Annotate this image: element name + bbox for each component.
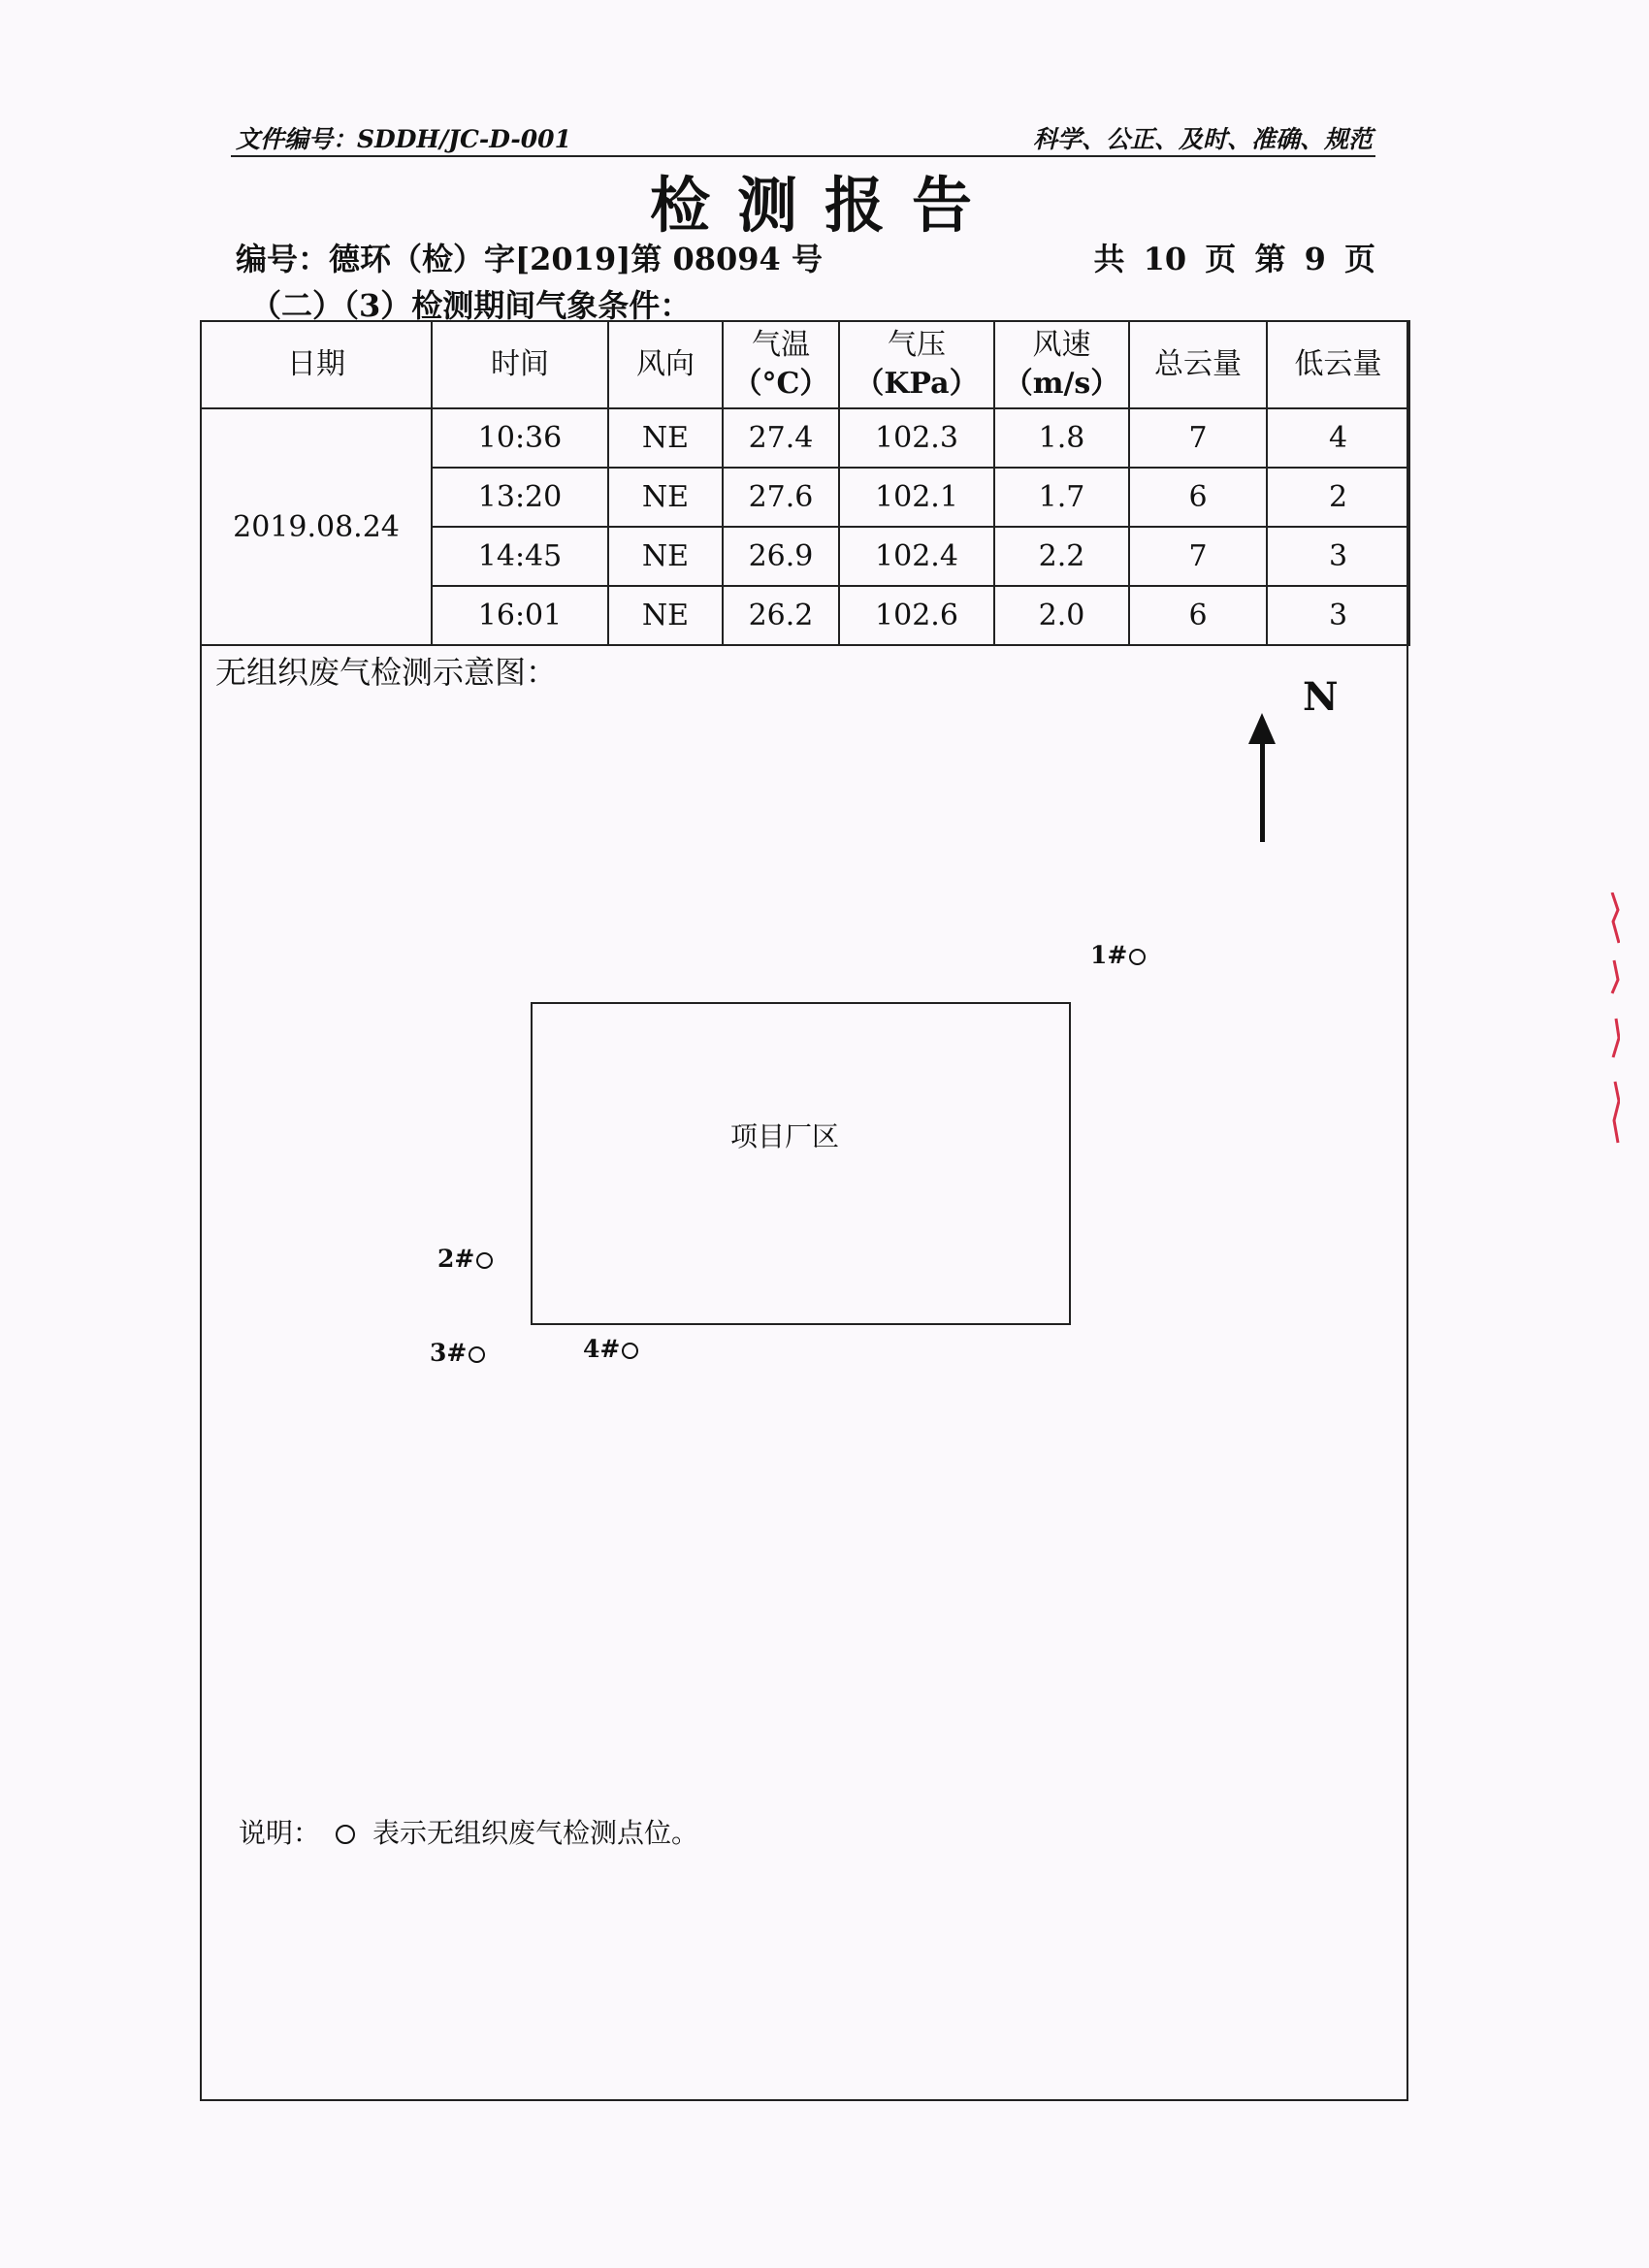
north-arrow-shaft (1260, 737, 1265, 842)
time-cell: 13:20 (432, 468, 608, 527)
header-date: 日期 (201, 321, 432, 408)
table-header-row (201, 321, 1409, 408)
point-label: 4# (583, 1335, 621, 1363)
header-total-cloud: 总云量 (1129, 321, 1267, 408)
time-cell: 14:45 (432, 527, 608, 586)
weather-table (200, 320, 1410, 646)
header-low-cloud: 低云量 (1267, 321, 1409, 408)
wind-speed-cell: 1.7 (994, 468, 1129, 527)
time-cell: 10:36 (432, 408, 608, 468)
temperature-cell: 27.6 (723, 468, 839, 527)
wind-speed-cell: 2.2 (994, 527, 1129, 586)
report-number: 编号：德环（检）字[2019]第 08094 号 (236, 241, 823, 277)
monitoring-point-2 (437, 1245, 493, 1273)
section-title: （二）（3）检测期间气象条件： (250, 287, 692, 324)
low-cloud-cell: 3 (1267, 586, 1409, 645)
pressure-cell: 102.4 (839, 527, 994, 586)
north-label: N (1303, 674, 1339, 720)
total-cloud-cell: 7 (1129, 408, 1267, 468)
total-cloud-cell: 7 (1129, 527, 1267, 586)
note-prefix: 说明： (239, 1817, 321, 1849)
page-info: 共 10 页 第 9 页 (1093, 241, 1375, 277)
header-wind-speed: 风速 （m/s） (994, 321, 1129, 408)
monitoring-point-1 (1090, 941, 1146, 969)
header-motto: 科学、公正、及时、准确、规范 (1032, 125, 1373, 153)
point-label: 1# (1090, 941, 1128, 969)
diagram-label: 无组织废气检测示意图： (215, 654, 558, 691)
point-label: 2# (437, 1245, 475, 1273)
header-pressure: 气压 （KPa） (839, 321, 994, 408)
circle-marker-icon (476, 1252, 493, 1269)
plant-area-label: 项目厂区 (730, 1120, 840, 1152)
wind-direction-cell: NE (608, 468, 723, 527)
file-number: 文件编号：SDDH/JC-D-001 (236, 125, 571, 153)
seal-stamp-edge (1610, 892, 1620, 1145)
total-cloud-cell: 6 (1129, 586, 1267, 645)
low-cloud-cell: 4 (1267, 408, 1409, 468)
header-wind-direction: 风向 (608, 321, 723, 408)
table-row (201, 408, 1409, 468)
low-cloud-cell: 3 (1267, 527, 1409, 586)
pressure-cell: 102.6 (839, 586, 994, 645)
circle-marker-icon (336, 1825, 355, 1844)
point-label: 3# (430, 1339, 468, 1367)
temperature-cell: 26.9 (723, 527, 839, 586)
wind-speed-cell: 1.8 (994, 408, 1129, 468)
circle-marker-icon (469, 1346, 485, 1363)
plant-area-box (531, 1002, 1071, 1325)
report-title: 检测报告 (649, 170, 999, 241)
time-cell: 16:01 (432, 586, 608, 645)
monitoring-point-3 (430, 1339, 485, 1367)
temperature-cell: 26.2 (723, 586, 839, 645)
header-temperature: 气温 （°C） (723, 321, 839, 408)
wind-direction-cell: NE (608, 408, 723, 468)
circle-marker-icon (622, 1343, 638, 1359)
pressure-cell: 102.3 (839, 408, 994, 468)
temperature-cell: 27.4 (723, 408, 839, 468)
monitoring-point-4 (583, 1335, 638, 1363)
wind-direction-cell: NE (608, 527, 723, 586)
date-cell: 2019.08.24 (201, 408, 432, 645)
circle-marker-icon (1129, 949, 1146, 965)
wind-direction-cell: NE (608, 586, 723, 645)
low-cloud-cell: 2 (1267, 468, 1409, 527)
pressure-cell: 102.1 (839, 468, 994, 527)
wind-speed-cell: 2.0 (994, 586, 1129, 645)
note-text: 表示无组织废气检测点位。 (372, 1817, 699, 1849)
header-time: 时间 (432, 321, 608, 408)
total-cloud-cell: 6 (1129, 468, 1267, 527)
legend-note (239, 1812, 698, 1851)
